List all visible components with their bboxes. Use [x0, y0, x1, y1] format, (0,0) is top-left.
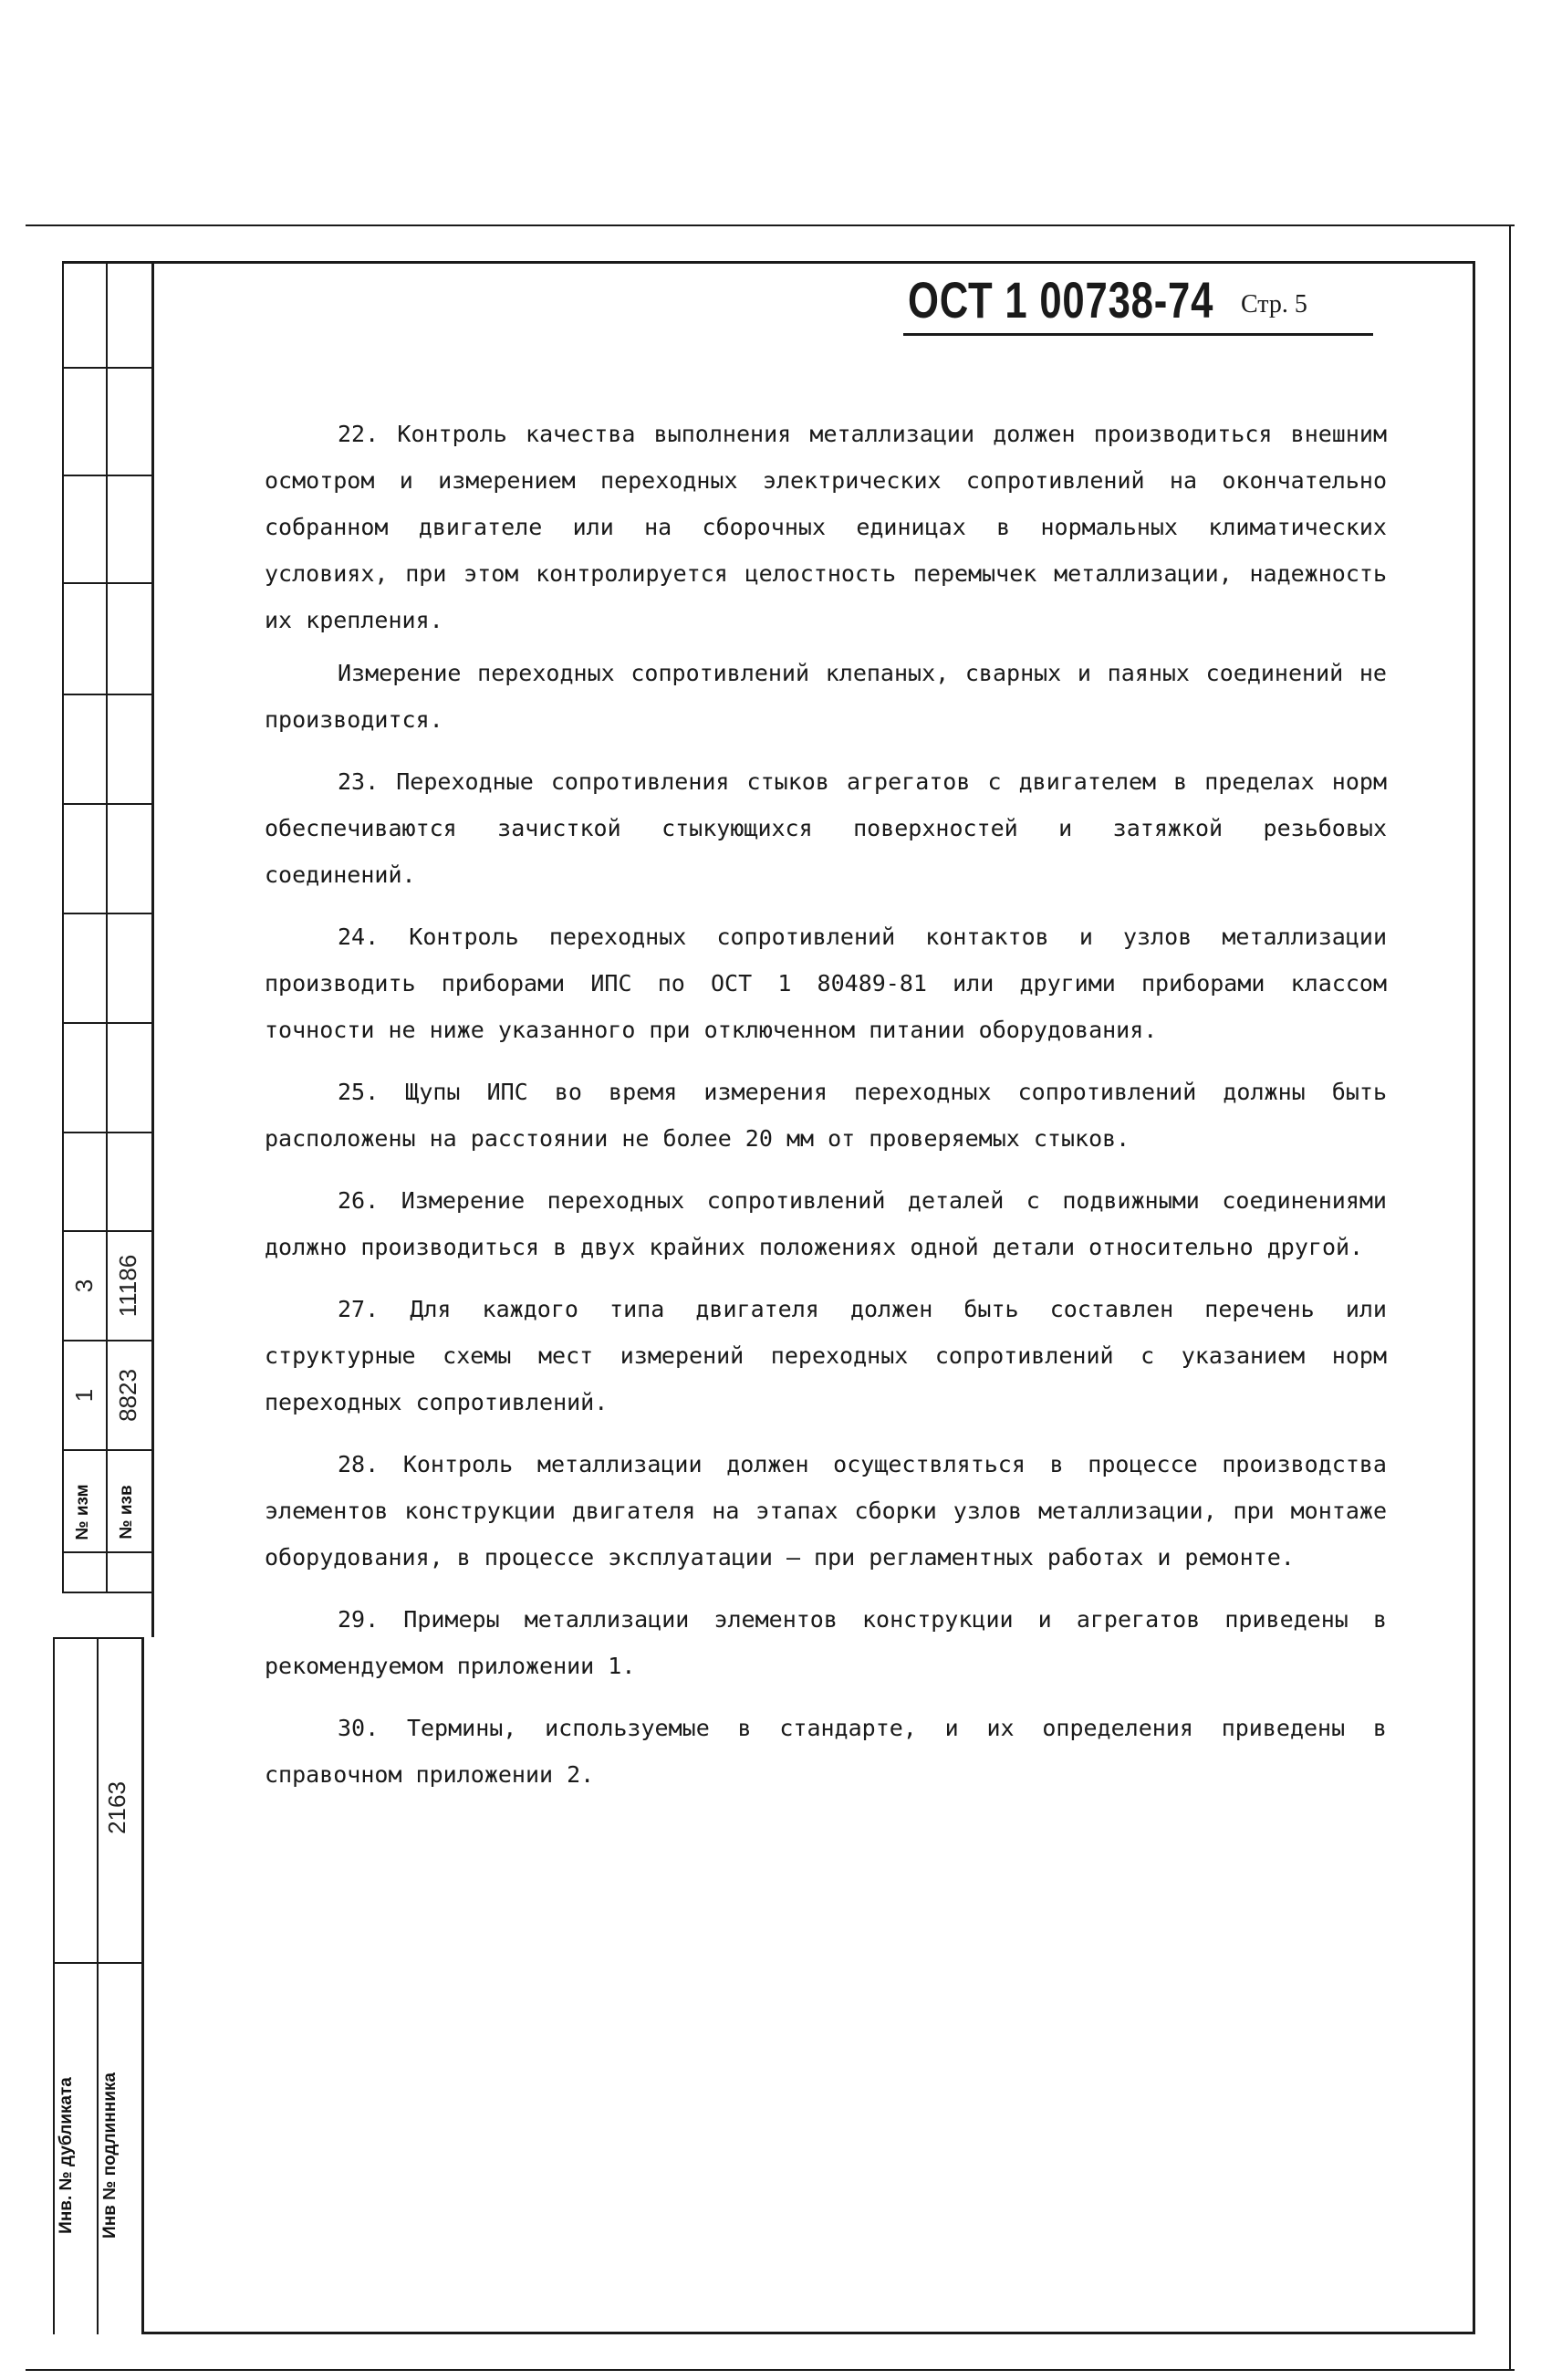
paragraph-29	[265, 1596, 1387, 1689]
stamp-label-original: Инв № подлинника	[100, 2072, 120, 2239]
paragraph-text: Контроль качества выполнения металлизации должен производиться внешним осмотром и измерением переходных электрических сопротивлений на окончательно собранном двигателе или на сборочных единицах в нормальных климатических условиях, при этом контролируется целостность перемычек металлизации, надежность их крепления.	[265, 421, 1387, 633]
bottom-edge-rule	[26, 2369, 1515, 2371]
paragraph-text: Контроль металлизации должен осуществляться в процессе производства элементов конструкции двигателя на этапах сборки узлов металлизации, при монтаже оборудования, в процессе эксплуатации – при регламентных работах и ремонте.	[265, 1451, 1387, 1571]
paragraph-number: 25.	[338, 1079, 380, 1105]
stamp-h-13	[62, 1592, 153, 1593]
stamp-h-8	[62, 1132, 153, 1133]
paragraph-23	[265, 758, 1387, 898]
stamp-notice-number-prev: 8823	[114, 1369, 141, 1422]
paragraph-number: 23.	[338, 768, 380, 795]
paragraph-text: Щупы ИПС во время измерения переходных сопротивлений должны быть расположены на расстоянии не более 20 мм от проверяемых стыков.	[265, 1079, 1387, 1152]
stamp-change-number-prev: 1	[70, 1388, 98, 1403]
stamp-lower-top	[53, 1637, 144, 1639]
paragraph-30	[265, 1705, 1387, 1798]
stamp-h-12	[62, 1551, 153, 1553]
paragraph-25	[265, 1069, 1387, 1162]
stamp-h-11	[62, 1449, 153, 1451]
stamp-h-4	[62, 694, 153, 695]
stamp-h-7	[62, 1022, 153, 1024]
paragraph-22-continuation	[265, 650, 1387, 743]
frame-left-inner	[151, 261, 154, 1637]
paragraph-22	[265, 411, 1387, 643]
paragraph-28	[265, 1441, 1387, 1581]
standard-designation: ОСТ 1 00738-74	[908, 271, 1214, 329]
top-edge-rule	[26, 224, 1515, 226]
paragraph-27	[265, 1286, 1387, 1425]
stamp-lower-mid	[97, 1637, 99, 2334]
page-number: Стр. 5	[1241, 290, 1307, 318]
stamp-label-izm: № изм	[73, 1484, 92, 1540]
paragraph-number: 24.	[338, 924, 380, 950]
paragraph-text: Термины, используемые в стандарте, и их определения приведены в справочном приложении 2.	[265, 1715, 1387, 1788]
stamp-h-5	[62, 803, 153, 805]
stamp-lower-left	[53, 1637, 55, 2334]
stamp-h-3	[62, 582, 153, 584]
paragraph-text: Измерение переходных сопротивлений клепаных, сварных и паяных соединений не производится.	[265, 660, 1387, 733]
paragraph-number: 28.	[338, 1451, 380, 1477]
paragraph-text: Переходные сопротивления стыков агрегатов с двигателем в пределах норм обеспечиваются зачисткой стыкующихся поверхностей и затяжкой резьбовых соединений.	[265, 768, 1387, 888]
paragraph-number: 27.	[338, 1296, 380, 1322]
frame-top	[62, 261, 1474, 264]
paragraph-text: Для каждого типа двигателя должен быть составлен перечень или структурные схемы мест измерений переходных сопротивлений с указанием норм переходных сопротивлений.	[265, 1296, 1387, 1415]
stamp-h-9	[62, 1230, 153, 1232]
stamp-h-10	[62, 1340, 153, 1341]
right-edge-rule	[1509, 224, 1511, 2371]
document-body	[265, 411, 1387, 1813]
paragraph-24	[265, 913, 1387, 1053]
paragraph-text: Примеры металлизации элементов конструкции и агрегатов приведены в рекомендуемом приложении 1.	[265, 1606, 1387, 1679]
stamp-change-number: 3	[70, 1279, 98, 1293]
stamp-original-number: 2163	[103, 1781, 130, 1834]
frame-bottom	[141, 2332, 1475, 2334]
paragraph-number: 29.	[338, 1606, 380, 1633]
paragraph-number: 22.	[338, 421, 380, 447]
header-underline	[903, 333, 1373, 336]
stamp-label-duplicate: Инв. № дубликата	[57, 2077, 76, 2234]
stamp-h-1	[62, 367, 153, 369]
paragraph-text: Контроль переходных сопротивлений контактов и узлов металлизации производить приборами ИПС по ОСТ 1 80489-81 или другими приборами классом точности не ниже указанного при отключенном питании оборудования.	[265, 924, 1387, 1043]
stamp-col-left	[62, 261, 64, 1593]
stamp-h-2	[62, 475, 153, 476]
paragraph-26	[265, 1177, 1387, 1270]
frame-left-inner-lower	[141, 1637, 144, 2334]
paragraph-number: 26.	[338, 1187, 380, 1214]
stamp-h-6	[62, 913, 153, 914]
stamp-label-izv: № изв	[117, 1485, 136, 1540]
frame-right	[1473, 261, 1475, 2334]
stamp-lower-h	[53, 1962, 144, 1964]
stamp-notice-number: 11186	[114, 1254, 141, 1318]
stamp-col-mid	[106, 261, 108, 1593]
paragraph-text: Измерение переходных сопротивлений деталей с подвижными соединениями должно производиться в двух крайних положениях одной детали относительно другой.	[265, 1187, 1387, 1260]
paragraph-number: 30.	[338, 1715, 380, 1741]
